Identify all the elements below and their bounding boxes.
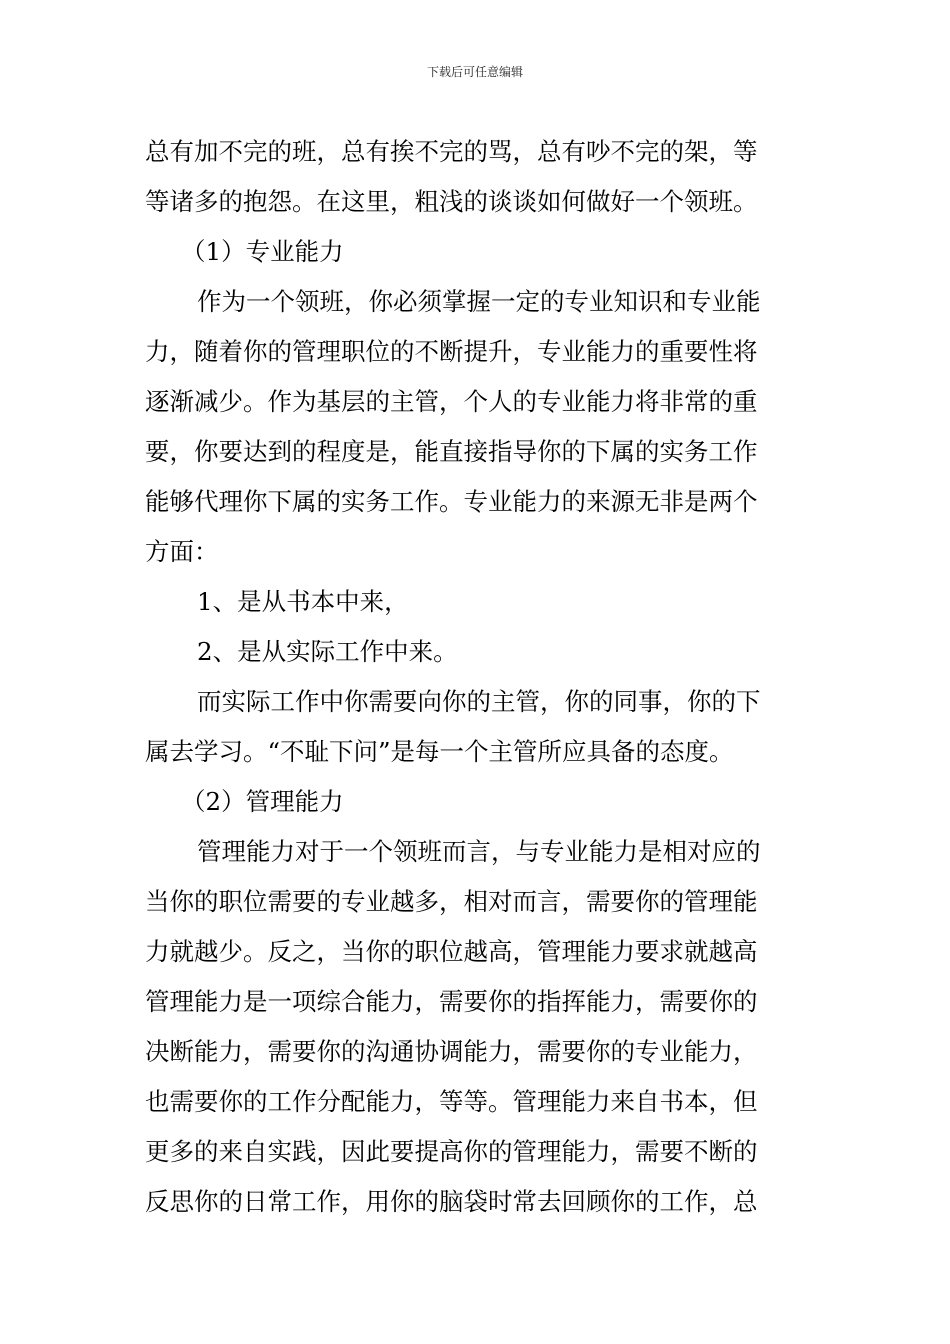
paragraph-line: 等诸多的抱怨。在这里，粗浅的谈谈如何做好一个领班。 (145, 187, 758, 216)
list-item: 2、是从实际工作中来。 (197, 637, 458, 666)
paragraph-line: 属去学习。“不耻下问”是每一个主管所应具备的态度。 (145, 737, 734, 766)
paragraph-line: 力，随着你的管理职位的不断提升，专业能力的重要性将 (145, 337, 758, 366)
paragraph-line: 管理能力对于一个领班而言，与专业能力是相对应的 (197, 837, 761, 866)
paragraph-line: 决断能力，需要你的沟通协调能力，需要你的专业能力， (145, 1037, 758, 1066)
section-heading: （2）管理能力 (181, 787, 344, 816)
page-header: 下载后可任意编辑 (426, 65, 523, 79)
paragraph-line: 能够代理你下属的实务工作。专业能力的来源无非是两个 (145, 487, 758, 516)
paragraph-line: 总有加不完的班，总有挨不完的骂，总有吵不完的架，等 (145, 137, 758, 166)
section-heading: （1）专业能力 (181, 237, 344, 266)
document-body (145, 127, 807, 1227)
paragraph-line: 更多的来自实践，因此要提高你的管理能力，需要不断的 (145, 1137, 758, 1166)
paragraph-line: 也需要你的工作分配能力，等等。管理能力来自书本，但 (145, 1087, 758, 1116)
paragraph-line: 反思你的日常工作，用你的脑袋时常去回顾你的工作，总 (145, 1187, 758, 1216)
paragraph-line: 作为一个领班，你必须掌握一定的专业知识和专业能 (197, 287, 761, 316)
list-item: 1、是从书本中来， (197, 587, 409, 616)
paragraph-line: 当你的职位需要的专业越多，相对而言，需要你的管理能 (145, 887, 758, 916)
paragraph-line: 逐渐减少。作为基层的主管，个人的专业能力将非常的重 (145, 387, 758, 416)
paragraph-line: 管理能力是一项综合能力，需要你的指挥能力，需要你的 (145, 987, 758, 1016)
paragraph-line: 要，你要达到的程度是，能直接指导你的下属的实务工作 (145, 437, 758, 466)
paragraph-line: 而实际工作中你需要向你的主管，你的同事，你的下 (197, 687, 761, 716)
paragraph-line: 方面： (145, 537, 219, 566)
paragraph-line: 力就越少。反之，当你的职位越高，管理能力要求就越高 (145, 937, 758, 966)
